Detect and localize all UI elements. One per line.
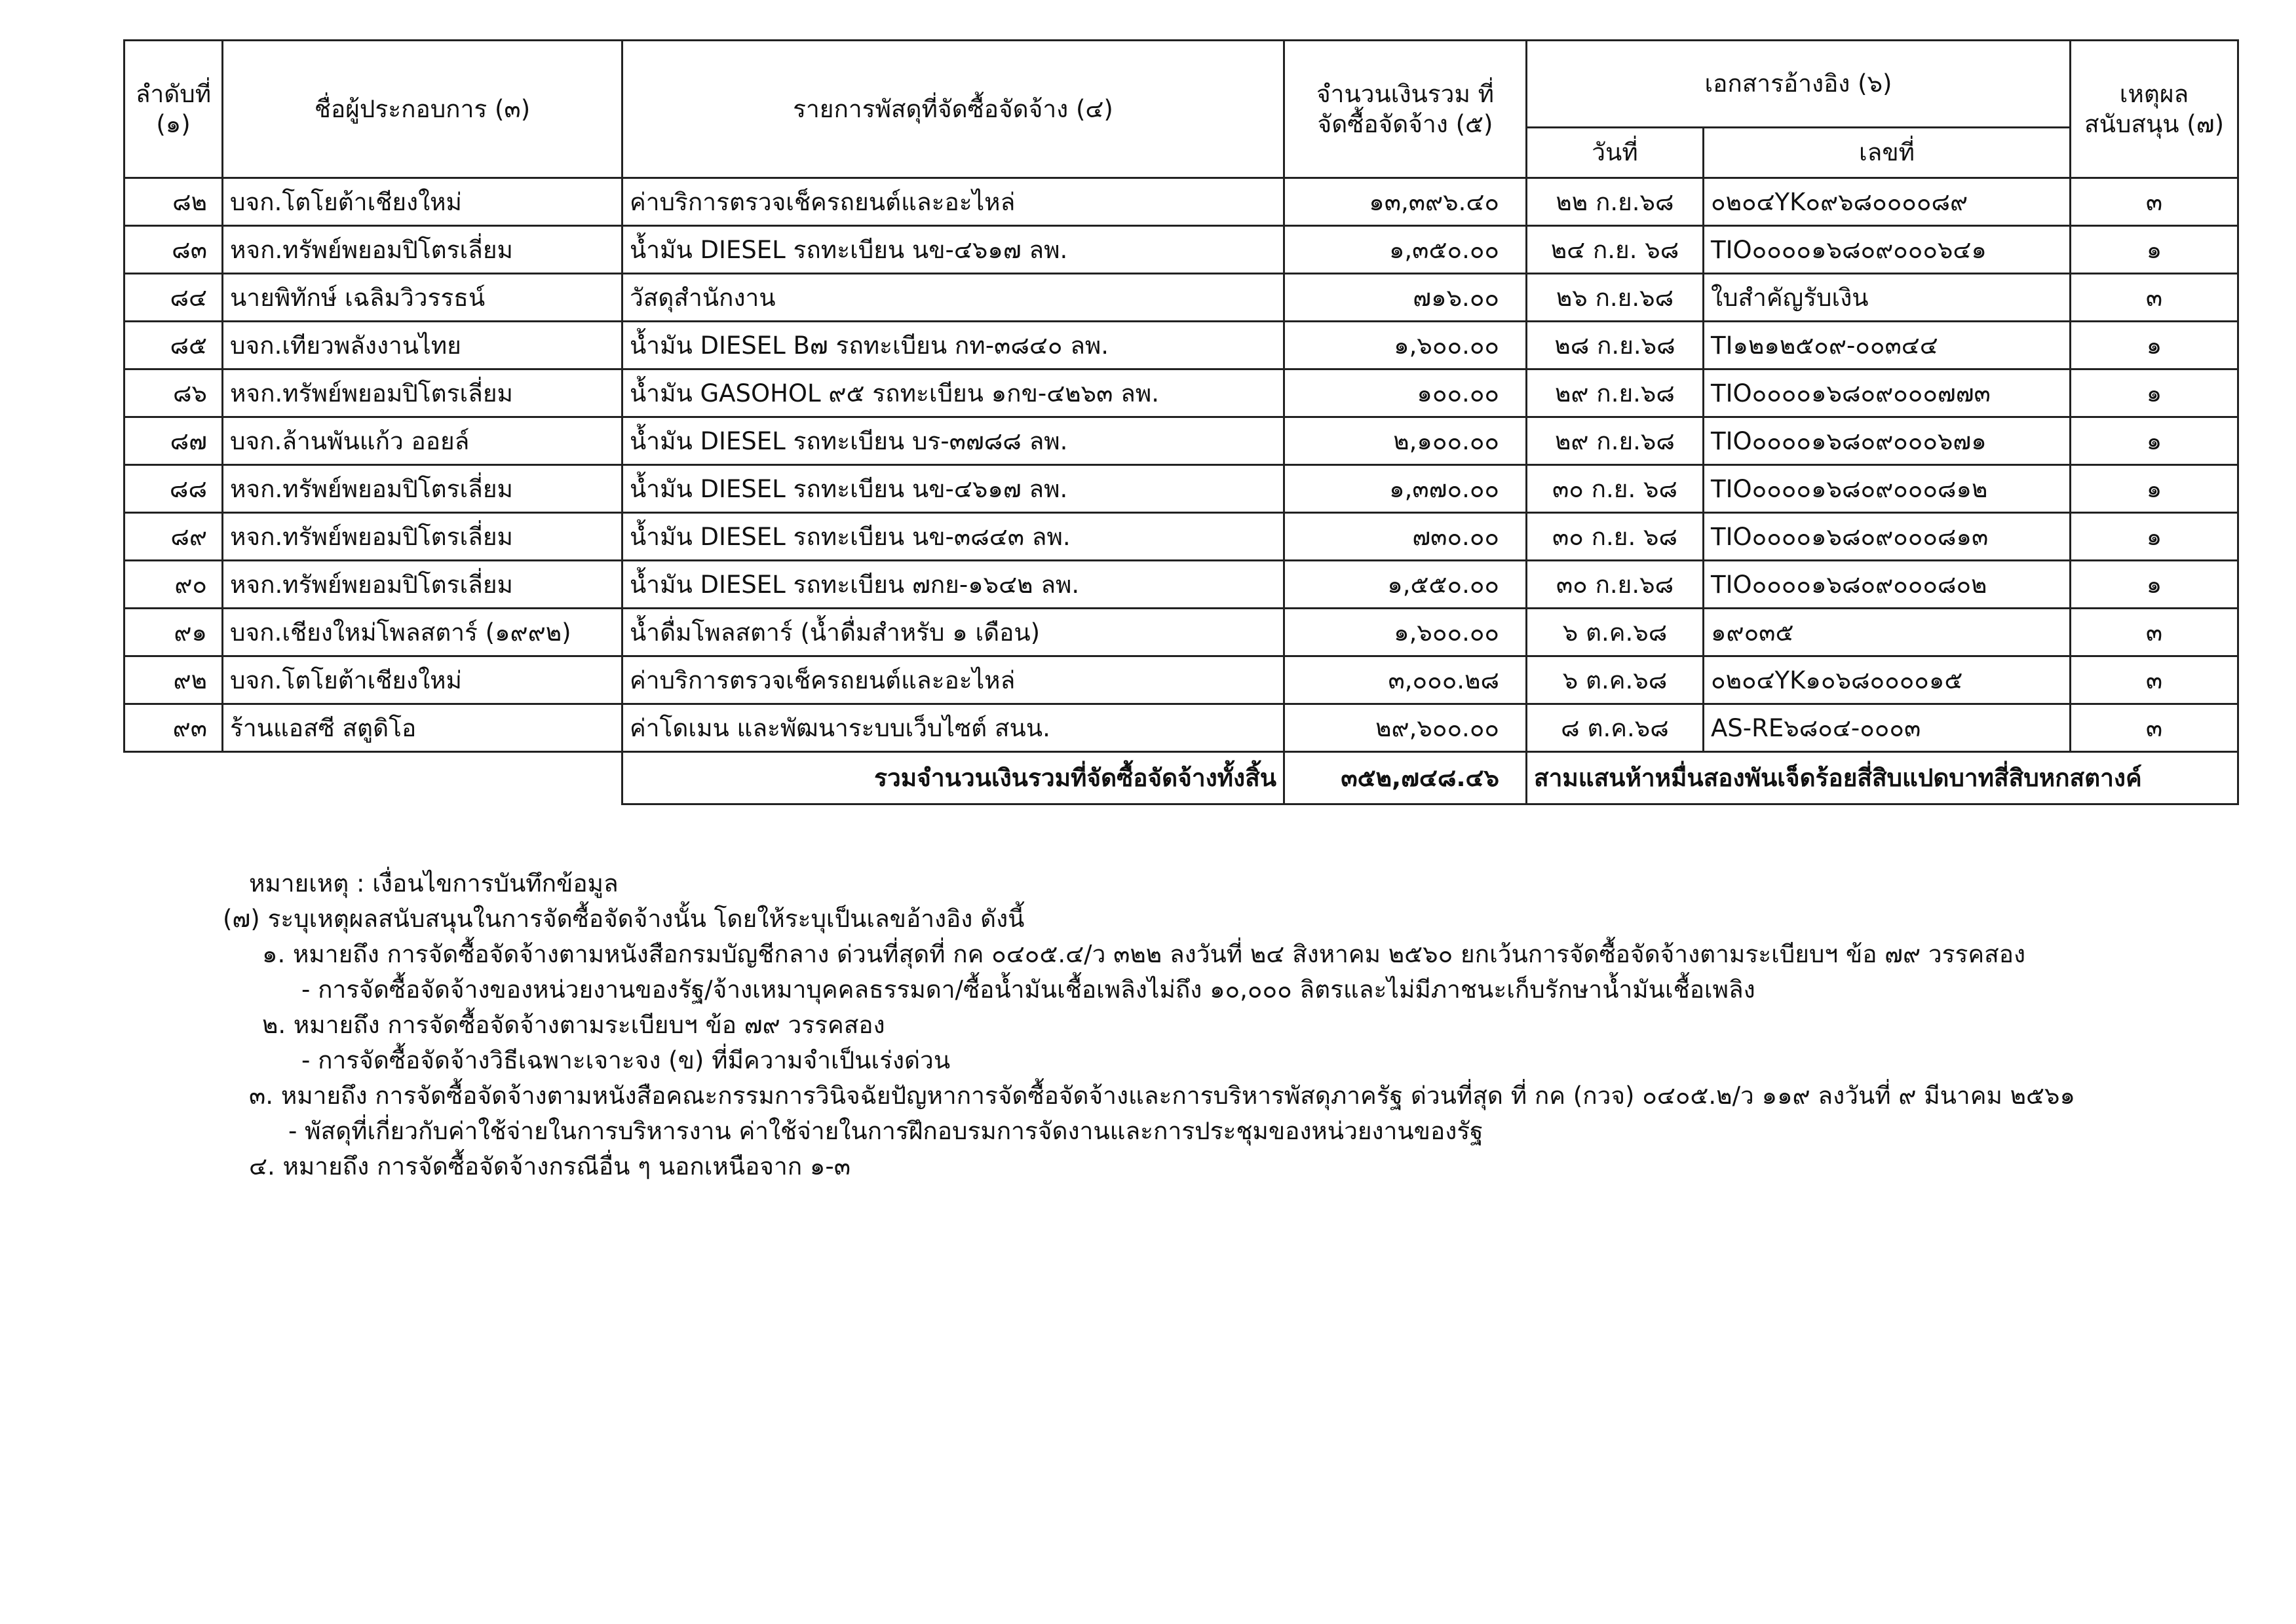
procurement-table [123, 39, 2239, 805]
table-row [124, 322, 2238, 369]
row-date: ๒๘ ก.ย.๖๘ [1527, 322, 1704, 369]
table-body [124, 178, 2238, 752]
table-row [124, 609, 2238, 656]
row-date: ๒๙ ก.ย.๖๘ [1527, 417, 1704, 465]
row-amount: ๑๐๐.๐๐ [1284, 369, 1527, 417]
table-row [124, 417, 2238, 465]
total-row [124, 752, 2238, 804]
note-3: ๓. หมายถึง การจัดซื้อจัดจ้างตามหนังสือคณะกรรมการวินิจฉัยปัญหาการจัดซื้อจัดจ้างและการบริหารพัสดุภาครัฐ ด่วนที่สุด ที่ กค (กวจ) ๐๔๐๕.๒/ว ๑๑๙ ลงวันที่ ๙ มีนาคม ๒๕๖๑ [249, 1082, 2075, 1110]
row-amount: ๑,๓๕๐.๐๐ [1284, 226, 1527, 274]
header-reason-line2: สนับสนุน (๗) [2084, 109, 2225, 138]
row-item: น้ำมัน DIESEL รถทะเบียน ๗กย-๑๖๔๒ ลพ. [622, 561, 1284, 609]
row-amount: ๑๓,๓๙๖.๔๐ [1284, 178, 1527, 226]
row-reason: ๑ [2071, 322, 2238, 369]
row-docno: AS-RE๖๘๐๔-๐๐๐๓ [1704, 704, 2071, 752]
header-date: วันที่ [1527, 128, 1704, 178]
row-no: ๘๕ [124, 322, 223, 369]
row-vendor: บจก.โตโยต้าเชียงใหม่ [223, 656, 622, 704]
row-item: น้ำมัน DIESEL รถทะเบียน นข-๓๘๔๓ ลพ. [622, 513, 1284, 561]
note-7: (๗) ระบุเหตุผลสนับสนุนในการจัดซื้อจัดจ้างนั้น โดยให้ระบุเป็นเลขอ้างอิง ดังนี้ [223, 905, 1025, 933]
row-vendor: หจก.ทรัพย์พยอมปิโตรเลี่ยม [223, 513, 622, 561]
row-docno: TIO๐๐๐๐๑๖๘๐๙๐๐๐๘๐๒ [1704, 561, 2071, 609]
row-vendor: ร้านแอสซี สตูดิโอ [223, 704, 622, 752]
row-reason: ๑ [2071, 369, 2238, 417]
row-amount: ๒๙,๖๐๐.๐๐ [1284, 704, 1527, 752]
header-vendor: ชื่อผู้ประกอบการ (๓) [223, 41, 622, 178]
row-vendor: บจก.เชียงใหม่โพลสตาร์ (๑๙๙๒) [223, 609, 622, 656]
header-reason-line1: เหตุผล [2119, 79, 2189, 108]
row-reason: ๓ [2071, 178, 2238, 226]
row-date: ๖ ต.ค.๖๘ [1527, 656, 1704, 704]
row-vendor: นายพิทักษ์ เฉลิมวิวรรธน์ [223, 274, 622, 322]
row-docno: ๐๒๐๔YK๑๐๖๘๐๐๐๐๑๕ [1704, 656, 2071, 704]
header-item: รายการพัสดุที่จัดซื้อจัดจ้าง (๔) [622, 41, 1284, 178]
row-item: ค่าโดเมน และพัฒนาระบบเว็บไซต์ สนน. [622, 704, 1284, 752]
row-date: ๖ ต.ค.๖๘ [1527, 609, 1704, 656]
row-no: ๙๑ [124, 609, 223, 656]
row-amount: ๑,๓๗๐.๐๐ [1284, 465, 1527, 513]
row-date: ๓๐ ก.ย. ๖๘ [1527, 465, 1704, 513]
total-amount-words: สามแสนห้าหมื่นสองพันเจ็ดร้อยสี่สิบแปดบาทสี่สิบหกสตางค์ [1527, 752, 2238, 804]
row-vendor: หจก.ทรัพย์พยอมปิโตรเลี่ยม [223, 561, 622, 609]
row-amount: ๑,๖๐๐.๐๐ [1284, 609, 1527, 656]
row-amount: ๑,๕๕๐.๐๐ [1284, 561, 1527, 609]
table-row [124, 513, 2238, 561]
header-amount-line2: จัดซื้อจัดจ้าง (๕) [1317, 109, 1493, 138]
row-no: ๘๓ [124, 226, 223, 274]
row-item: ค่าบริการตรวจเช็ครถยนต์และอะไหล่ [622, 656, 1284, 704]
header-amount-line1: จำนวนเงินรวม ที่ [1316, 79, 1494, 108]
header-reason [2071, 41, 2238, 178]
row-reason: ๑ [2071, 513, 2238, 561]
row-item: น้ำดื่มโพลสตาร์ (น้ำดื่มสำหรับ ๑ เดือน) [622, 609, 1284, 656]
notes-section [223, 866, 2254, 1184]
row-reason: ๓ [2071, 704, 2238, 752]
row-reason: ๓ [2071, 609, 2238, 656]
notes-title: หมายเหตุ : เงื่อนไขการบันทึกข้อมูล [249, 869, 619, 897]
header-reference: เอกสารอ้างอิง (๖) [1527, 41, 2071, 128]
row-no: ๘๒ [124, 178, 223, 226]
row-date: ๒๖ ก.ย.๖๘ [1527, 274, 1704, 322]
row-no: ๙๓ [124, 704, 223, 752]
row-date: ๒๙ ก.ย.๖๘ [1527, 369, 1704, 417]
total-amount: ๓๕๒,๗๔๘.๔๖ [1284, 752, 1527, 804]
table-row [124, 369, 2238, 417]
header-no [124, 41, 223, 178]
row-no: ๙๒ [124, 656, 223, 704]
header-amount [1284, 41, 1527, 178]
note-2-detail: - การจัดซื้อจัดจ้างวิธีเฉพาะเจาะจง (ข) ที่มีความจำเป็นเร่งด่วน [301, 1046, 951, 1074]
row-amount: ๒,๑๐๐.๐๐ [1284, 417, 1527, 465]
table-row [124, 704, 2238, 752]
row-docno: ๐๒๐๔YK๐๙๖๘๐๐๐๐๘๙ [1704, 178, 2071, 226]
row-date: ๒๔ ก.ย. ๖๘ [1527, 226, 1704, 274]
table-row [124, 178, 2238, 226]
total-label: รวมจำนวนเงินรวมที่จัดซื้อจัดจ้างทั้งสิ้น [622, 752, 1284, 804]
note-1-detail: - การจัดซื้อจัดจ้างของหน่วยงานของรัฐ/จ้างเหมาบุคคลธรรมดา/ซื้อน้ำมันเชื้อเพลิงไม่ถึง ๑๐,๐๐๐ ลิตรและไม่มีภาชนะเก็บรักษาน้ำมันเชื้อเพลิง [301, 975, 1755, 1004]
row-date: ๓๐ ก.ย.๖๘ [1527, 561, 1704, 609]
row-no: ๘๔ [124, 274, 223, 322]
note-2: ๒. หมายถึง การจัดซื้อจัดจ้างตามระเบียบฯ ข้อ ๗๙ วรรคสอง [262, 1011, 885, 1039]
note-4: ๔. หมายถึง การจัดซื้อจัดจ้างกรณีอื่น ๆ นอกเหนือจาก ๑-๓ [249, 1152, 851, 1180]
row-reason: ๑ [2071, 465, 2238, 513]
header-no-line1: ลำดับที่ [135, 79, 212, 108]
row-item: น้ำมัน DIESEL รถทะเบียน นข-๔๖๑๗ ลพ. [622, 226, 1284, 274]
row-amount: ๑,๖๐๐.๐๐ [1284, 322, 1527, 369]
row-docno: ๑๙๐๓๕ [1704, 609, 2071, 656]
row-vendor: บจก.โตโยต้าเชียงใหม่ [223, 178, 622, 226]
row-vendor: หจก.ทรัพย์พยอมปิโตรเลี่ยม [223, 369, 622, 417]
row-amount: ๗๑๖.๐๐ [1284, 274, 1527, 322]
row-docno: TIO๐๐๐๐๑๖๘๐๙๐๐๐๖๗๑ [1704, 417, 2071, 465]
row-docno: TIO๐๐๐๐๑๖๘๐๙๐๐๐๘๑๒ [1704, 465, 2071, 513]
note-1: ๑. หมายถึง การจัดซื้อจัดจ้างตามหนังสือกรมบัญชีกลาง ด่วนที่สุดที่ กค ๐๔๐๕.๔/ว ๓๒๒ ลงวันที่ ๒๔ สิงหาคม ๒๕๖๐ ยกเว้นการจัดซื้อจัดจ้างตามระเบียบฯ ข้อ ๗๙ วรรคสอง [262, 940, 2026, 968]
row-no: ๙๐ [124, 561, 223, 609]
table-row [124, 465, 2238, 513]
row-no: ๘๘ [124, 465, 223, 513]
row-docno: TIO๐๐๐๐๑๖๘๐๙๐๐๐๗๗๓ [1704, 369, 2071, 417]
row-no: ๘๗ [124, 417, 223, 465]
row-docno: ใบสำคัญรับเงิน [1704, 274, 2071, 322]
row-date: ๓๐ ก.ย. ๖๘ [1527, 513, 1704, 561]
row-vendor: หจก.ทรัพย์พยอมปิโตรเลี่ยม [223, 465, 622, 513]
table-row [124, 656, 2238, 704]
row-item: ค่าบริการตรวจเช็ครถยนต์และอะไหล่ [622, 178, 1284, 226]
table-row [124, 226, 2238, 274]
row-item: น้ำมัน DIESEL B๗ รถทะเบียน กท-๓๘๔๐ ลพ. [622, 322, 1284, 369]
row-reason: ๑ [2071, 226, 2238, 274]
row-item: วัสดุสำนักงาน [622, 274, 1284, 322]
header-no-line2: (๑) [156, 109, 191, 138]
total-blank [124, 752, 622, 804]
row-amount: ๗๓๐.๐๐ [1284, 513, 1527, 561]
row-docno: TI๑๒๑๒๕๐๙-๐๐๓๔๔ [1704, 322, 2071, 369]
row-vendor: หจก.ทรัพย์พยอมปิโตรเลี่ยม [223, 226, 622, 274]
row-reason: ๑ [2071, 417, 2238, 465]
row-item: น้ำมัน DIESEL รถทะเบียน บร-๓๗๘๘ ลพ. [622, 417, 1284, 465]
table-row [124, 561, 2238, 609]
row-docno: TIO๐๐๐๐๑๖๘๐๙๐๐๐๖๔๑ [1704, 226, 2071, 274]
row-item: น้ำมัน GASOHOL ๙๕ รถทะเบียน ๑กข-๔๒๖๓ ลพ. [622, 369, 1284, 417]
note-3-detail: - พัสดุที่เกี่ยวกับค่าใช้จ่ายในการบริหารงาน ค่าใช้จ่ายในการฝึกอบรมการจัดงานและการประชุมของหน่วยงานของรัฐ [288, 1117, 1483, 1145]
row-no: ๘๙ [124, 513, 223, 561]
row-reason: ๓ [2071, 274, 2238, 322]
row-date: ๘ ต.ค.๖๘ [1527, 704, 1704, 752]
row-vendor: บจก.เทียวพลังงานไทย [223, 322, 622, 369]
row-reason: ๑ [2071, 561, 2238, 609]
row-no: ๘๖ [124, 369, 223, 417]
row-docno: TIO๐๐๐๐๑๖๘๐๙๐๐๐๘๑๓ [1704, 513, 2071, 561]
row-reason: ๓ [2071, 656, 2238, 704]
table-row [124, 274, 2238, 322]
row-amount: ๓,๐๐๐.๒๘ [1284, 656, 1527, 704]
row-vendor: บจก.ล้านพันแก้ว ออยล์ [223, 417, 622, 465]
row-item: น้ำมัน DIESEL รถทะเบียน นข-๔๖๑๗ ลพ. [622, 465, 1284, 513]
row-date: ๒๒ ก.ย.๖๘ [1527, 178, 1704, 226]
header-docno: เลขที่ [1704, 128, 2071, 178]
